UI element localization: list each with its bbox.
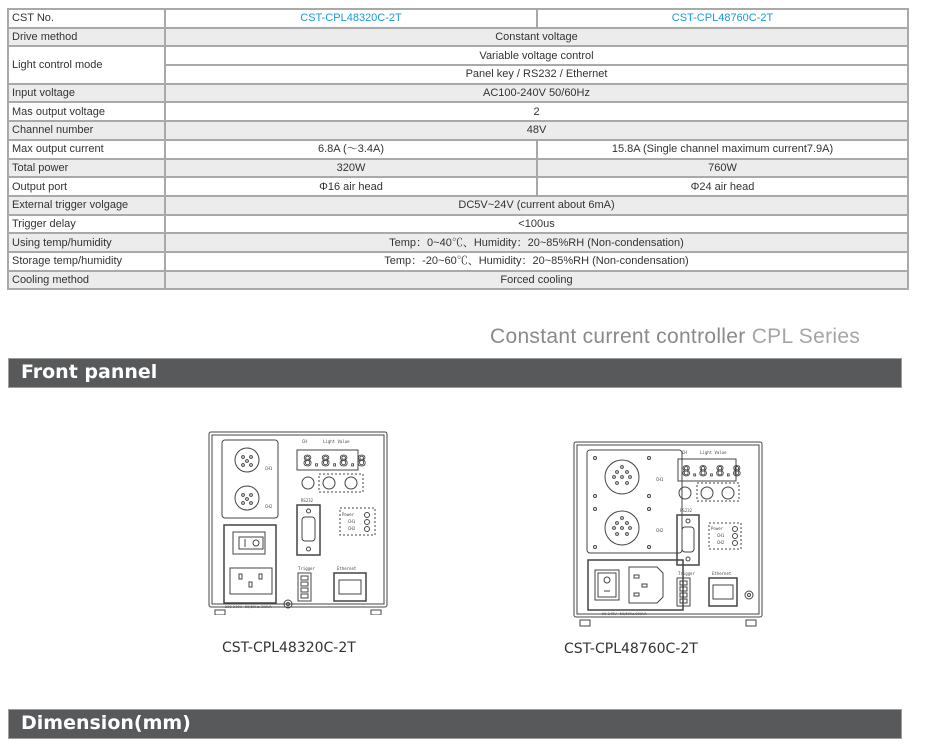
svg-text:CH: CH bbox=[682, 450, 687, 455]
row-value: Panel key / RS232 / Ethernet bbox=[165, 65, 908, 84]
svg-text:Ethernet: Ethernet bbox=[712, 571, 732, 576]
svg-text:Trigger: Trigger bbox=[678, 571, 695, 576]
table-row bbox=[8, 233, 908, 252]
row-label: Using temp/humidity bbox=[8, 233, 165, 252]
table-row bbox=[8, 177, 908, 196]
row-label: Storage temp/humidity bbox=[8, 252, 165, 271]
spec-table bbox=[7, 8, 909, 290]
svg-text:CH1: CH1 bbox=[717, 533, 725, 538]
front-panel-section-header bbox=[8, 358, 902, 388]
row-label: Mas output voltage bbox=[8, 102, 165, 121]
svg-text:200-240V~50/60Hz 300VA: 200-240V~50/60Hz 300VA bbox=[225, 605, 272, 609]
table-row bbox=[8, 215, 908, 234]
row-label: External trigger volgage bbox=[8, 196, 165, 215]
row-value-model-1: Φ16 air head bbox=[165, 177, 537, 196]
svg-text:CH2: CH2 bbox=[348, 526, 356, 531]
row-value: Temp：-20~60℃、Humidity：20~85%RH (Non-condensation) bbox=[165, 252, 908, 271]
device-2-caption: CST-CPL48760C-2T bbox=[564, 641, 698, 657]
series-title-sub: CPL Series bbox=[751, 325, 861, 348]
row-label: Cooling method bbox=[8, 271, 165, 290]
row-label: Output port bbox=[8, 177, 165, 196]
row-label: Light control mode bbox=[8, 46, 165, 83]
section-title: Front pannel bbox=[21, 361, 158, 383]
table-row bbox=[8, 140, 908, 159]
svg-text:CH1: CH1 bbox=[265, 466, 273, 471]
table-row bbox=[8, 28, 908, 47]
row-value: DC5V~24V (current about 6mA) bbox=[165, 196, 908, 215]
table-row bbox=[8, 9, 908, 28]
svg-text:CH: CH bbox=[302, 439, 307, 444]
svg-text:CH1: CH1 bbox=[348, 519, 356, 524]
row-value: 2 bbox=[165, 102, 908, 121]
series-title-main: Constant current controller bbox=[490, 325, 746, 348]
row-value-model-1: 6.8A (～3.4A) bbox=[165, 140, 537, 159]
svg-text:8.8.8.8: 8.8.8.8 bbox=[303, 452, 367, 470]
svg-text:RS232: RS232 bbox=[301, 498, 314, 503]
row-label: Max output current bbox=[8, 140, 165, 159]
row-value: AC100-240V 50/60Hz bbox=[165, 84, 908, 103]
row-value-model-2: Φ24 air head bbox=[537, 177, 908, 196]
svg-text:Power: Power bbox=[711, 526, 724, 531]
table-row bbox=[8, 46, 908, 65]
svg-text:90-240V~50/60Hz 800VA: 90-240V~50/60Hz 800VA bbox=[602, 612, 647, 616]
svg-text:Power: Power bbox=[342, 512, 355, 517]
model-1-header[interactable]: CST-CPL48320C-2T bbox=[165, 9, 537, 28]
device-1-caption: CST-CPL48320C-2T bbox=[222, 640, 356, 656]
row-value: Constant voltage bbox=[165, 28, 908, 47]
svg-text:CH2: CH2 bbox=[656, 528, 664, 533]
series-title bbox=[490, 325, 860, 349]
device-1-front-panel-drawing bbox=[207, 430, 389, 615]
row-label: CST No. bbox=[8, 9, 165, 28]
device-2-front-panel-drawing bbox=[572, 440, 764, 628]
table-row bbox=[8, 196, 908, 215]
row-value-model-1: 320W bbox=[165, 159, 537, 178]
svg-text:CH2: CH2 bbox=[717, 540, 725, 545]
table-row bbox=[8, 84, 908, 103]
table-row bbox=[8, 102, 908, 121]
table-row bbox=[8, 159, 908, 178]
row-label: Drive method bbox=[8, 28, 165, 47]
svg-text:Trigger: Trigger bbox=[298, 566, 315, 571]
row-label: Trigger delay bbox=[8, 215, 165, 234]
table-row bbox=[8, 271, 908, 290]
svg-text:Light Value: Light Value bbox=[323, 439, 350, 444]
row-value-model-2: 760W bbox=[537, 159, 908, 178]
row-value: 48V bbox=[165, 121, 908, 140]
svg-text:CH2: CH2 bbox=[265, 504, 273, 509]
row-value: Temp：0~40℃、Humidity：20~85%RH (Non-condensation) bbox=[165, 233, 908, 252]
svg-text:RS232: RS232 bbox=[680, 508, 693, 513]
svg-text:Light Value: Light Value bbox=[700, 450, 727, 455]
row-value: Variable voltage control bbox=[165, 46, 908, 65]
table-row bbox=[8, 121, 908, 140]
svg-text:Ethernet: Ethernet bbox=[337, 566, 357, 571]
row-label: Total power bbox=[8, 159, 165, 178]
section-title: Dimension(mm) bbox=[21, 712, 191, 734]
row-label: Input voltage bbox=[8, 84, 165, 103]
model-2-header[interactable]: CST-CPL48760C-2T bbox=[537, 9, 908, 28]
dimension-section-header bbox=[8, 709, 902, 739]
svg-text:CH1: CH1 bbox=[656, 477, 664, 482]
row-value: <100us bbox=[165, 215, 908, 234]
row-value-model-2: 15.8A (Single channel maximum current7.9A) bbox=[537, 140, 908, 159]
svg-text:8.8.8.8: 8.8.8.8 bbox=[682, 464, 742, 480]
row-label: Channel number bbox=[8, 121, 165, 140]
row-value: Forced cooling bbox=[165, 271, 908, 290]
table-row bbox=[8, 252, 908, 271]
